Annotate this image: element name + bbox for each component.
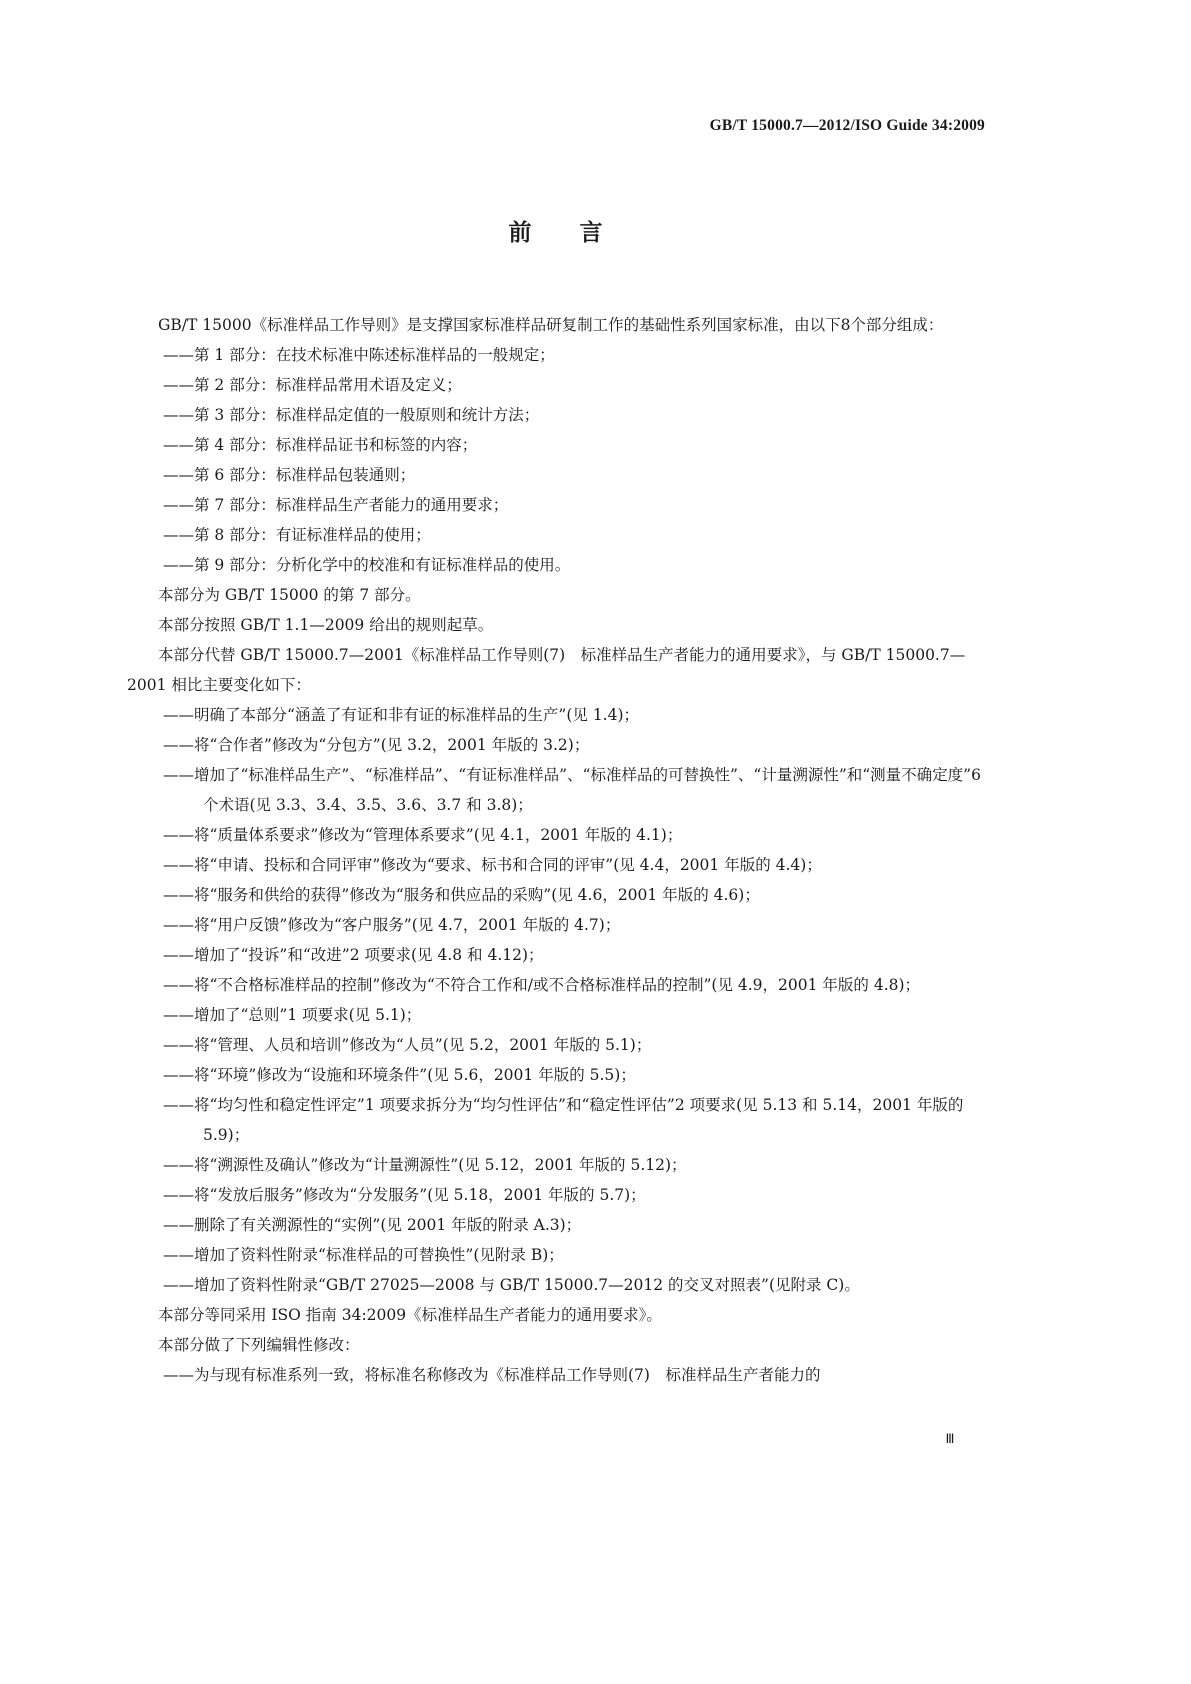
list-item: ——第 9 部分：分析化学中的校准和有证标准样品的使用。: [163, 556, 571, 574]
list-item: ——为与现有标准系列一致，将标准名称修改为《标准样品工作导则(7) 标准样品生产者能力的: [163, 1366, 821, 1384]
changes-list: [127, 700, 985, 1300]
list-item: ——将“申请、投标和合同评审”修改为“要求、标书和合同的评审”(见 4.4，2001 年版的 4.4)；: [163, 856, 822, 874]
list-item: ——将“管理、人员和培训”修改为“人员”(见 5.2，2001 年版的 5.1)；: [163, 1036, 652, 1054]
page-title: 前言: [508, 220, 651, 246]
list-item: ——明确了本部分“涵盖了有证和非有证的标准样品的生产”(见 1.4)；: [163, 706, 640, 724]
list-item: ——第 7 部分：标准样品生产者能力的通用要求；: [163, 496, 509, 514]
parts-list: [127, 340, 985, 580]
list-item: ——第 2 部分：标准样品常用术语及定义；: [163, 376, 462, 394]
list-item: ——增加了“标准样品生产”、“标准样品”、“有证标准样品”、“标准样品的可替换性”、“计量溯源性”和“测量不确定度”6 个术语(见 3.3、3.4、3.5、3.6、3.7 和 3.8)；: [163, 766, 981, 814]
list-item: ——增加了资料性附录“标准样品的可替换性”(见附录 B)；: [163, 1246, 564, 1264]
list-item: ——增加了“投诉”和“改进”2 项要求(见 4.8 和 4.12)；: [163, 946, 544, 964]
standard-number-header: GB/T 15000.7—2012/ISO Guide 34:2009: [709, 117, 985, 134]
list-item: ——增加了“总则”1 项要求(见 5.1)；: [163, 1006, 422, 1024]
list-item: ——第 1 部分：在技术标准中陈述标准样品的一般规定；: [163, 346, 555, 364]
page-number: Ⅲ: [945, 1431, 955, 1446]
list-item: ——第 3 部分：标准样品定值的一般原则和统计方法；: [163, 406, 540, 424]
drafting-rules-paragraph: 本部分按照 GB/T 1.1—2009 给出的规则起草。: [158, 616, 494, 634]
list-item: ——将“合作者”修改为“分包方”(见 3.2，2001 年版的 3.2)；: [163, 736, 590, 754]
list-item: ——将“用户反馈”修改为“客户服务”(见 4.7，2001 年版的 4.7)；: [163, 916, 621, 934]
list-item: ——将“不合格标准样品的控制”修改为“不符合工作和/或不合格标准样品的控制”(见 4.9，2001 年版的 4.8)；: [163, 976, 921, 994]
list-item: ——第 6 部分：标准样品包装通则；: [163, 466, 416, 484]
list-item: ——将“均匀性和稳定性评定”1 项要求拆分为“均匀性评估”和“稳定性评估”2 项要求(见 5.13 和 5.14，2001 年版的 5.9)；: [163, 1096, 964, 1144]
replacement-paragraph: 本部分代替 GB/T 15000.7—2001《标准样品工作导则(7) 标准样品生产者能力的通用要求》，与 GB/T 15000.7—2001 相比主要变化如下：: [127, 646, 966, 694]
list-item: ——将“环境”修改为“设施和环境条件”(见 5.6，2001 年版的 5.5)；: [163, 1066, 636, 1084]
foreword-body: [127, 310, 985, 1390]
list-item: ——删除了有关溯源性的“实例”(见 2001 年版的附录 A.3)；: [163, 1216, 582, 1234]
part-number-paragraph: 本部分为 GB/T 15000 的第 7 部分。: [158, 586, 421, 604]
list-item: ——将“质量体系要求”修改为“管理体系要求”(见 4.1，2001 年版的 4.1)；: [163, 826, 683, 844]
list-item: ——第 8 部分：有证标准样品的使用；: [163, 526, 431, 544]
list-item: ——将“溯源性及确认”修改为“计量溯源性”(见 5.12，2001 年版的 5.12)；: [163, 1156, 687, 1174]
adoption-paragraph: 本部分等同采用 ISO 指南 34:2009《标准样品生产者能力的通用要求》。: [158, 1306, 662, 1324]
intro-paragraph: GB/T 15000《标准样品工作导则》是支撑国家标准样品研复制工作的基础性系列国家标准，由以下8个部分组成：: [158, 316, 944, 334]
list-item: ——第 4 部分：标准样品证书和标签的内容；: [163, 436, 478, 454]
list-item: ——增加了资料性附录“GB/T 27025—2008 与 GB/T 15000.7—2012 的交叉对照表”(见附录 C)。: [163, 1276, 860, 1294]
list-item: ——将“发放后服务”修改为“分发服务”(见 5.18，2001 年版的 5.7)；: [163, 1186, 646, 1204]
list-item: ——将“服务和供给的获得”修改为“服务和供应品的采购”(见 4.6，2001 年版的 4.6)；: [163, 886, 760, 904]
editorial-changes-paragraph: 本部分做了下列编辑性修改：: [158, 1336, 360, 1354]
